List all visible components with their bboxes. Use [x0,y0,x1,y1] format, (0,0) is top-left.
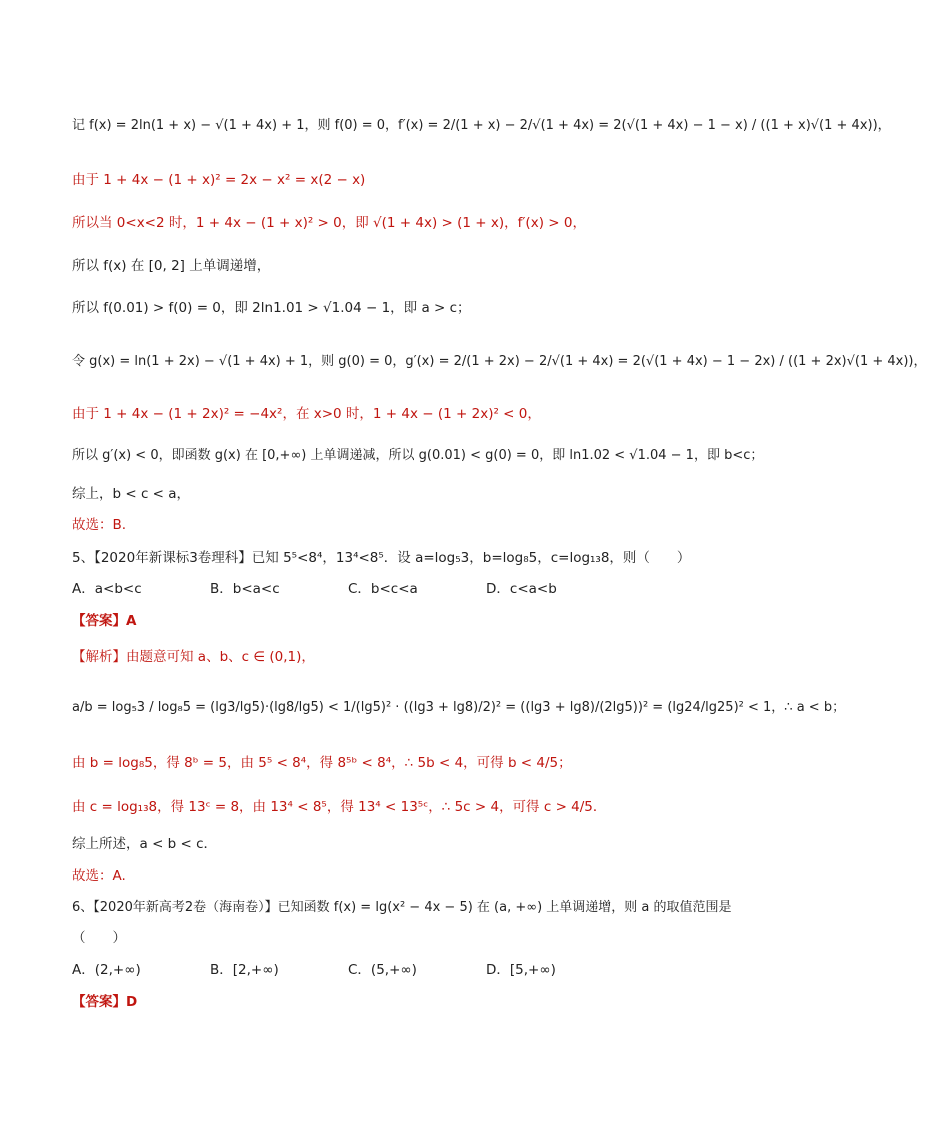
solution-line-choice: 故选：B. [72,517,127,533]
question-5-summary: 综上所述，a < b < c． [72,836,218,852]
question-5-stem: 5、【2020年新课标3卷理科】已知 5⁵<8⁴，13⁴<8⁵．设 a=log₅3，b=log₈5，c=log₁₃8，则（ ） [72,550,691,566]
solution-line-monotone-g: 所以 g′(x) < 0，即函数 g(x) 在 [0,+∞) 上单调递减，所以 g(0.01) < g(0) = 0，即 ln1.02 < √1.04 − 1，即 b<c； [72,448,764,463]
solution-line-summary: 综上，b < c < a， [72,486,191,502]
question-6-option-c: C．(5,+∞) [348,962,417,978]
question-5-option-a: A．a<b<c [72,581,142,597]
question-5-option-b: B．b<a<c [210,581,280,597]
solution-line-a-gt-c: 所以 f(0.01) > f(0) = 0，即 2ln1.01 > √1.04 − 1，即 a > c； [72,300,471,316]
question-6-stem-bracket: （ ） [72,930,126,946]
question-5-step-ratio: a/b = log₅3 / log₈5 = (lg3/lg5)·(lg8/lg5) < 1/(lg5)² · ((lg3 + lg8)/2)² = ((lg3 + lg8)/(2lg5))² = (lg24/lg25)² < 1，∴ a < b； [72,700,846,715]
question-5-choice: 故选：A. [72,868,126,884]
solution-line-define-f: 记 f(x) = 2ln(1 + x) − √(1 + 4x) + 1，则 f(0) = 0，f′(x) = 2/(1 + x) − 2/√(1 + 4x) = 2(√(1 + 4x) − 1 − x) / ((1 + x)√(1 + 4x))， [72,118,891,133]
question-6-option-d: D．[5,+∞) [486,962,556,978]
question-5-analysis: 【解析】由题意可知 a、b、c ∈ (0,1)， [72,649,315,665]
question-6-answer: 【答案】D [72,994,138,1010]
question-6-option-b: B．[2,+∞) [210,962,279,978]
solution-line-since-1: 由于 1 + 4x − (1 + x)² = 2x − x² = x(2 − x) [72,172,366,188]
question-5-option-d: D．c<a<b [486,581,557,597]
solution-line-define-g: 令 g(x) = ln(1 + 2x) − √(1 + 4x) + 1，则 g(0) = 0，g′(x) = 2/(1 + 2x) − 2/√(1 + 4x) = 2(√(1 + 4x) − 1 − 2x) / ((1 + 2x)√(1 + 4x))， [72,354,927,369]
question-5-answer: 【答案】A [72,613,137,629]
question-6-option-a: A．(2,+∞) [72,962,141,978]
question-5-step-c: 由 c = log₁₃8，得 13ᶜ = 8，由 13⁴ < 8⁵，得 13⁴ < 13⁵ᶜ，∴ 5c > 4，可得 c > 4/5． [72,799,607,815]
solution-line-monotone-f: 所以 f(x) 在 [0, 2] 上单调递增， [72,258,271,274]
solution-line-when: 所以当 0<x<2 时，1 + 4x − (1 + x)² > 0，即 √(1 + 4x) > (1 + x)，f′(x) > 0， [72,215,586,231]
question-5-option-c: C．b<c<a [348,581,418,597]
question-6-stem: 6、【2020年新高考2卷（海南卷）】已知函数 f(x) = lg(x² − 4x − 5) 在 (a, +∞) 上单调递增，则 a 的取值范围是 [72,900,732,915]
question-5-step-b: 由 b = log₈5，得 8ᵇ = 5，由 5⁵ < 8⁴，得 8⁵ᵇ < 8⁴，∴ 5b < 4，可得 b < 4/5； [72,755,572,771]
solution-line-since-2: 由于 1 + 4x − (1 + 2x)² = −4x²，在 x>0 时，1 + 4x − (1 + 2x)² < 0， [72,406,541,422]
